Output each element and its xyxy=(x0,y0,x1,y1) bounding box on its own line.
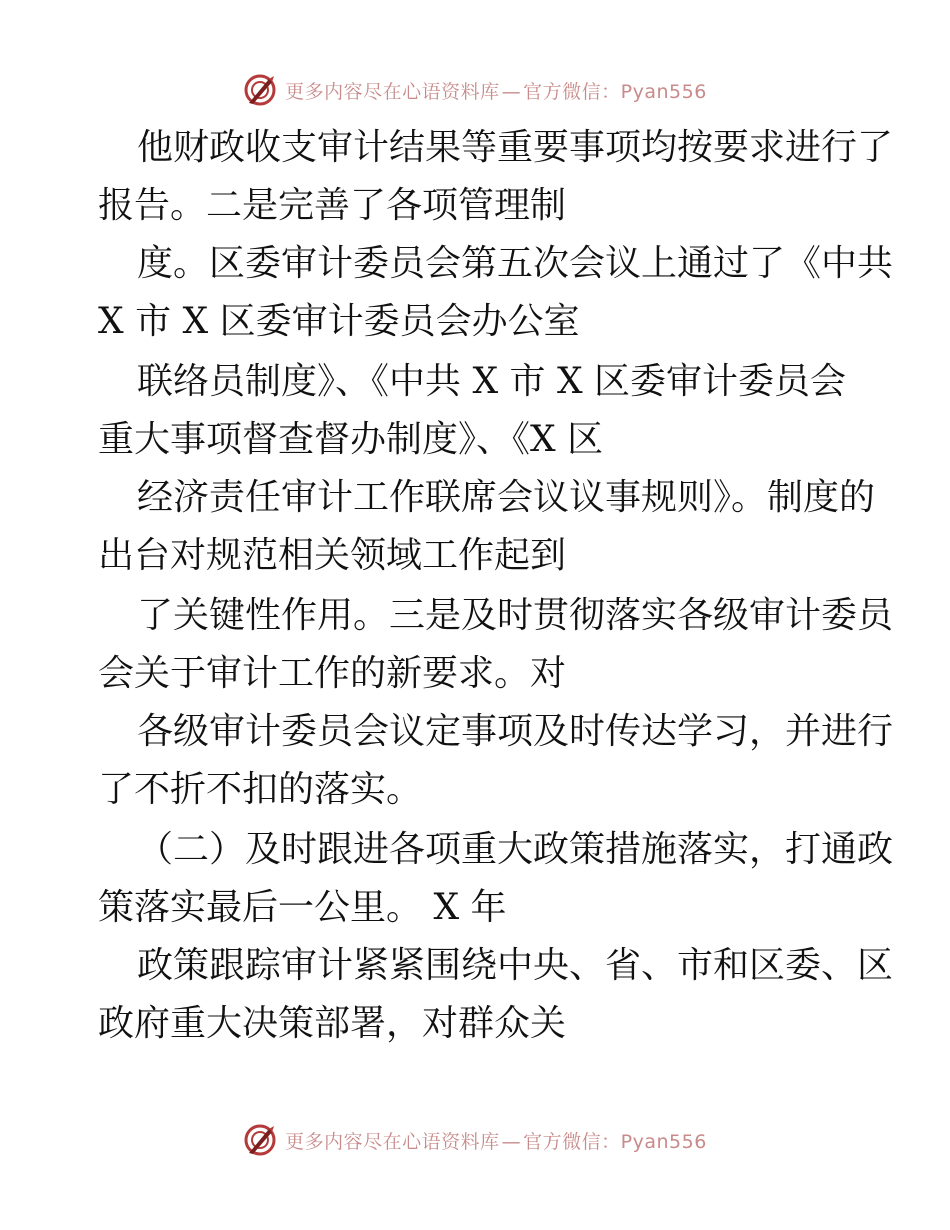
body-line-9: 了关键性作用。三是及时贯彻落实各级审计委员 xyxy=(137,595,894,636)
body-line-11: 各级审计委员会议定事项及时传达学习，并进行 xyxy=(137,711,894,752)
body-line-13: （二）及时跟进各项重大政策措施落实，打通政 xyxy=(137,829,894,870)
body-line-15: 政策跟踪审计紧紧围绕中央、省、市和区委、区 xyxy=(137,945,894,986)
body-line-2: 报告。二是完善了各项管理制 xyxy=(98,185,567,226)
header-banner xyxy=(0,70,950,110)
quill-logo-icon xyxy=(243,1123,277,1157)
quill-logo-icon xyxy=(243,73,277,107)
body-line-12: 了不折不扣的落实。 xyxy=(98,769,423,810)
header-banner-text: 更多内容尽在心语资料库 — 官方微信：Pyan556 xyxy=(285,80,707,103)
body-line-14: 策落实最后一公里。 X 年 xyxy=(98,887,507,928)
body-line-4: X 市 X 区委审计委员会办公室 xyxy=(98,301,580,342)
body-line-3: 度。区委审计委员会第五次会议上通过了《中共 xyxy=(137,243,894,284)
body-line-7: 经济责任审计工作联席会议议事规则》。制度的 xyxy=(137,477,876,518)
body-line-10: 会关于审计工作的新要求。对 xyxy=(98,653,567,694)
body-line-5: 联络员制度》、《中共 X 市 X 区委审计委员会 xyxy=(137,361,847,402)
body-line-6: 重大事项督查督办制度》、《X 区 xyxy=(98,419,604,460)
body-line-8: 出台对规范相关领域工作起到 xyxy=(98,535,567,576)
footer-banner-text: 更多内容尽在心语资料库 — 官方微信：Pyan556 xyxy=(285,1130,707,1153)
footer-banner xyxy=(0,1120,950,1160)
body-line-1: 他财政收支审计结果等重要事项均按要求进行了 xyxy=(137,127,894,168)
body-line-16: 政府重大决策部署，对群众关 xyxy=(98,1003,567,1044)
